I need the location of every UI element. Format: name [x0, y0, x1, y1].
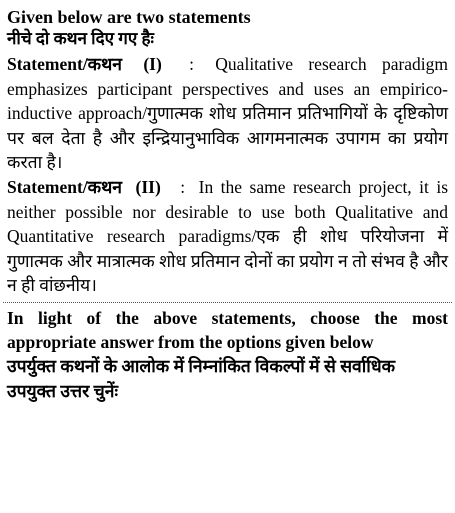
statement-2-text: In the same research project, it is neither possible nor desirable to use both Qualitative and Quantitative research paradigms/एक ही शोध परियोजना में गुणात्मक और मात्रात्मक शोध प्रतिमान दोनों का प्रयोग न तो संभव है और न ही वांछनीय।	[7, 176, 449, 296]
statement-1-text: Qualitative research paradigm emphasizes participant perspectives and uses an empirico-inductive approach/गुणात्मक शोध प्रतिमान प्रतिभागियों के दृष्टिकोण पर बल देता है और इन्द्रियानुभाविक आगमनात्मक उपागम का प्रयोग करता है।	[7, 54, 449, 173]
section-divider	[3, 302, 452, 303]
statement-1	[7, 52, 448, 175]
question-english: In light of the above statements, choose the most appropriate answer from the options given below	[7, 307, 448, 352]
statement-2	[7, 175, 448, 298]
statement-2-label: Statement/कथन	[7, 176, 123, 197]
statement-2-separator: :	[180, 176, 186, 197]
statement-2-number: (II)	[135, 176, 161, 197]
statement-1-number: (I)	[143, 54, 162, 74]
statement-1-label: Statement/कथन	[7, 54, 123, 74]
question-hindi: उपर्युक्त कथनों के आलोक में निम्नांकित विकल्पों में से सर्वाधिक उपयुक्त उत्तर चुनेंः	[7, 355, 396, 401]
heading-english: Given below are two statements	[7, 7, 251, 27]
statement-1-separator: :	[189, 54, 194, 74]
heading-hindi: नीचे दो कथन दिए गए हैः	[7, 29, 154, 48]
